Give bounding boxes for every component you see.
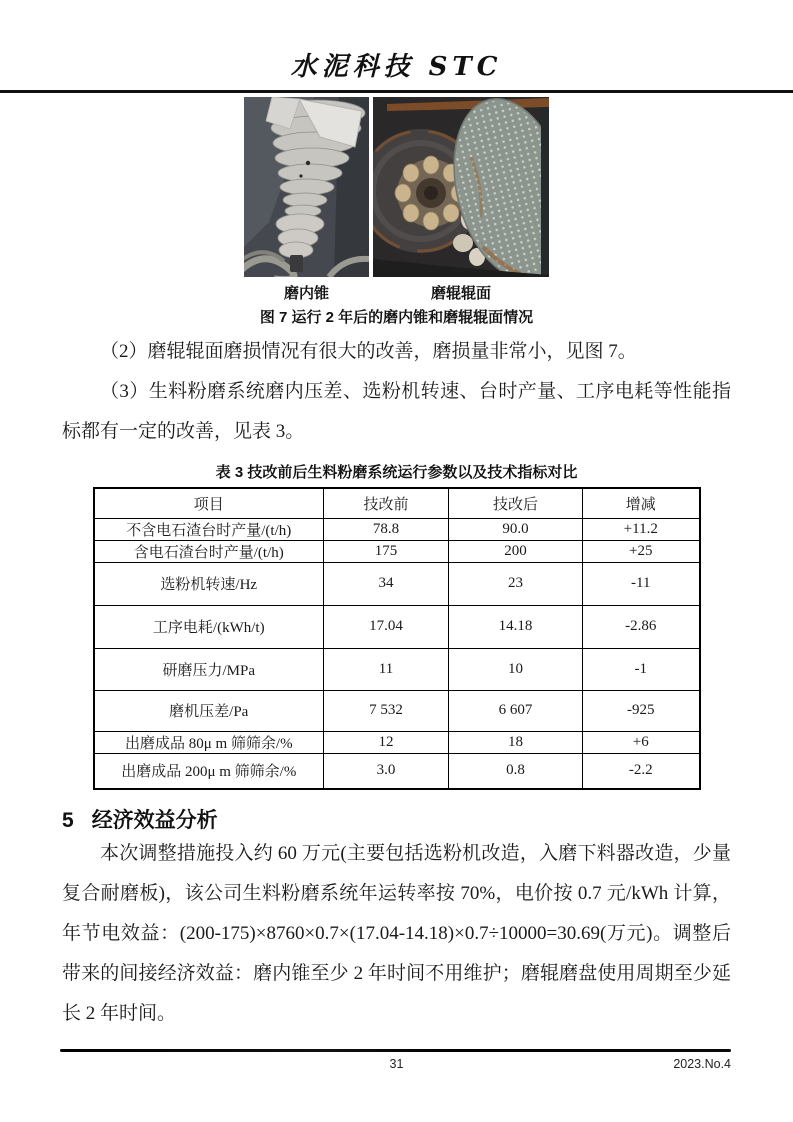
col-header-delta: 增减 (583, 488, 700, 518)
table-cell: 0.8 (449, 753, 583, 789)
photo-label-roller: 磨辊辊面 (430, 285, 491, 302)
footer-page-number: 31 (389, 1057, 404, 1071)
table-row (94, 753, 700, 789)
footer-rule (60, 1049, 731, 1052)
table-row (94, 562, 700, 605)
table-cell: 78.8 (324, 518, 449, 540)
table-cell: 34 (324, 562, 449, 605)
table-cell: 3.0 (324, 753, 449, 789)
table-row (94, 605, 700, 648)
table-cell: -925 (583, 690, 700, 731)
table-cell: 7 532 (324, 690, 449, 731)
table-cell: 含电石渣台时产量/(t/h) (94, 540, 324, 562)
section-5-body: 本次调整措施投入约 60 万元(主要包括选粉机改造，入磨下料器改造，少量复合耐磨板)，该公司生料粉磨系统年运转率按 70%，电价按 0.7 元/kWh 计算，年节电效益：(200-175)×8760×0.7×(17.04-14.18)×0.7÷10000=30.69(万元)。调整后带来的间接经济效益：磨内锥至少 2 年时间不用维护；磨辊磨盘使用周期至少延长 2 年时间。 (62, 843, 731, 1024)
table-cell: 11 (324, 648, 449, 690)
table-cell: 10 (449, 648, 583, 690)
photo-labels (62, 282, 731, 303)
table-cell: 17.04 (324, 605, 449, 648)
table-cell: 200 (449, 540, 583, 562)
table-cell: 工序电耗/(kWh/t) (94, 605, 324, 648)
table-row (94, 518, 700, 540)
paragraph-3: （3）生料粉磨系统磨内压差、选粉机转速、台时产量、工序电耗等性能指标都有一定的改善，见表 3。 (62, 381, 731, 442)
figure-photos (62, 97, 731, 277)
table-row (94, 690, 700, 731)
figure-caption: 图 7 运行 2 年后的磨内锥和磨辊辊面情况 (259, 309, 534, 326)
table-row (94, 540, 700, 562)
paragraph-2: （2）磨辊辊面磨损情况有很大的改善，磨损量非常小，见图 7。 (100, 341, 637, 362)
table-cell: -2.86 (583, 605, 700, 648)
table-cell: -2.2 (583, 753, 700, 789)
section-5-heading (62, 804, 731, 834)
section-title: 经济效益分析 (91, 809, 218, 832)
table-cell: 出磨成品 200μ m 筛筛余/% (94, 753, 324, 789)
table-cell: -1 (583, 648, 700, 690)
col-header-item: 项目 (94, 488, 324, 518)
comparison-table (93, 487, 701, 790)
section-number: 5 (62, 809, 74, 832)
journal-header-title: 水泥科技 STC (290, 52, 503, 82)
table-cell: +25 (583, 540, 700, 562)
table-cell: 出磨成品 80μ m 筛筛余/% (94, 731, 324, 753)
table-cell: 研磨压力/MPa (94, 648, 324, 690)
table-cell: 选粉机转速/Hz (94, 562, 324, 605)
roller-surface-photo (373, 97, 549, 277)
mill-inner-cone-photo (244, 97, 369, 277)
table-row (94, 648, 700, 690)
table-header-row (94, 488, 700, 518)
table-cell: -11 (583, 562, 700, 605)
table-cell: 6 607 (449, 690, 583, 731)
table-cell: 90.0 (449, 518, 583, 540)
table-cell: 磨机压差/Pa (94, 690, 324, 731)
table-cell: 14.18 (449, 605, 583, 648)
table-cell: 不含电石渣台时产量/(t/h) (94, 518, 324, 540)
table-cell: +11.2 (583, 518, 700, 540)
footer-issue-number: 2023.No.4 (673, 1057, 731, 1071)
table-cell: 175 (324, 540, 449, 562)
col-header-after: 技改后 (449, 488, 583, 518)
photo-label-mill-cone: 磨内锥 (283, 285, 329, 302)
table-row (94, 731, 700, 753)
table-cell: 23 (449, 562, 583, 605)
table-cell: 18 (449, 731, 583, 753)
table-cell: +6 (583, 731, 700, 753)
header-rule (0, 90, 793, 93)
table-caption: 表 3 技改前后生料粉磨系统运行参数以及技术指标对比 (215, 464, 578, 481)
table-cell: 12 (324, 731, 449, 753)
col-header-before: 技改前 (324, 488, 449, 518)
